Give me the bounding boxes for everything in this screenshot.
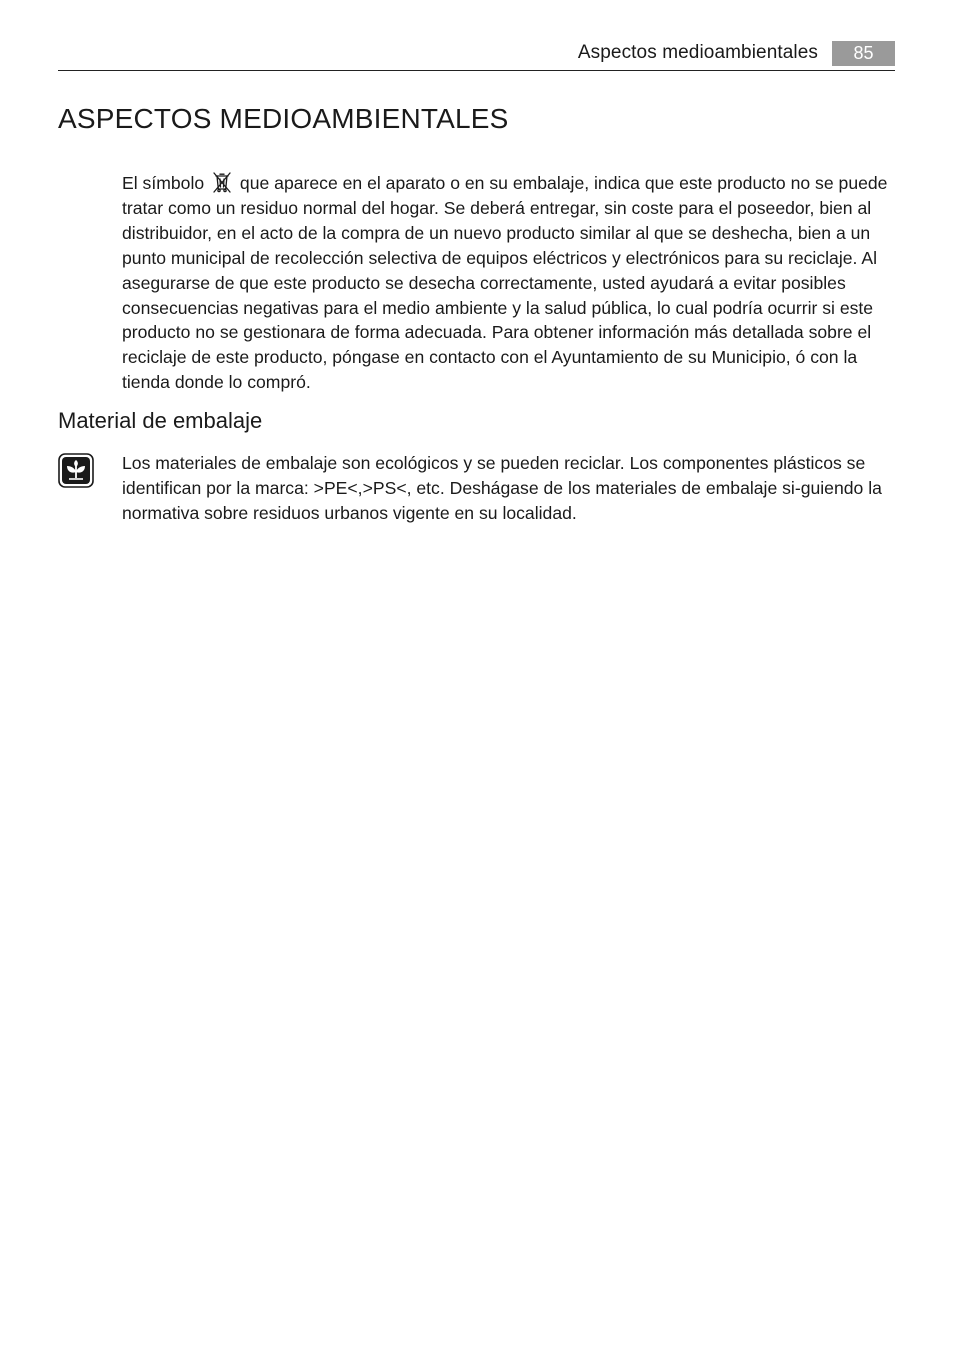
page-header xyxy=(58,38,895,71)
crossed-out-wheelie-bin-icon xyxy=(211,171,233,193)
page-number: 85 xyxy=(832,41,895,66)
section-title: ASPECTOS MEDIOAMBIENTALES xyxy=(58,103,509,134)
packaging-paragraph: Los materiales de embalaje son ecológicos y se pueden reciclar. Los componentes plásticos se identifican por la marca: >PE<,>PS<, etc. Deshágase de los materiales de embalaje si-guiendo la normativa sobre residuos urbanos vigente en su localidad. xyxy=(122,453,882,523)
disposal-paragraph xyxy=(122,171,902,395)
disposal-text-rest: que aparece en el aparato o en su embalaje, indica que este producto no se puede tratar como un residuo normal del hogar. Se deberá entregar, sin coste para el poseedor, bien al distribuidor, en el acto de la compra de un nuevo producto similar al que se deshecha, bien a un punto municipal de recolección selectiva de equipos eléctricos y electrónicos para su reciclaje. Al asegurarse de que este producto se desecha correctamente, usted ayudará a evitar posibles consecuencias negativas para el medio ambiente y la salud pública, lo cual podría ocurrir si este producto no se gestionara de forma adecuada. Para obtener información más detallada sobre el reciclaje de este producto, póngase en contacto con el Ayuntamiento de su Municipio, ó con la tienda donde lo compró. xyxy=(122,173,888,393)
disposal-text-start: El símbolo xyxy=(122,173,205,193)
running-title: Aspectos medioambientales xyxy=(577,42,818,63)
environment-leaf-icon xyxy=(58,453,94,488)
packaging-title: Material de embalaje xyxy=(58,408,263,433)
